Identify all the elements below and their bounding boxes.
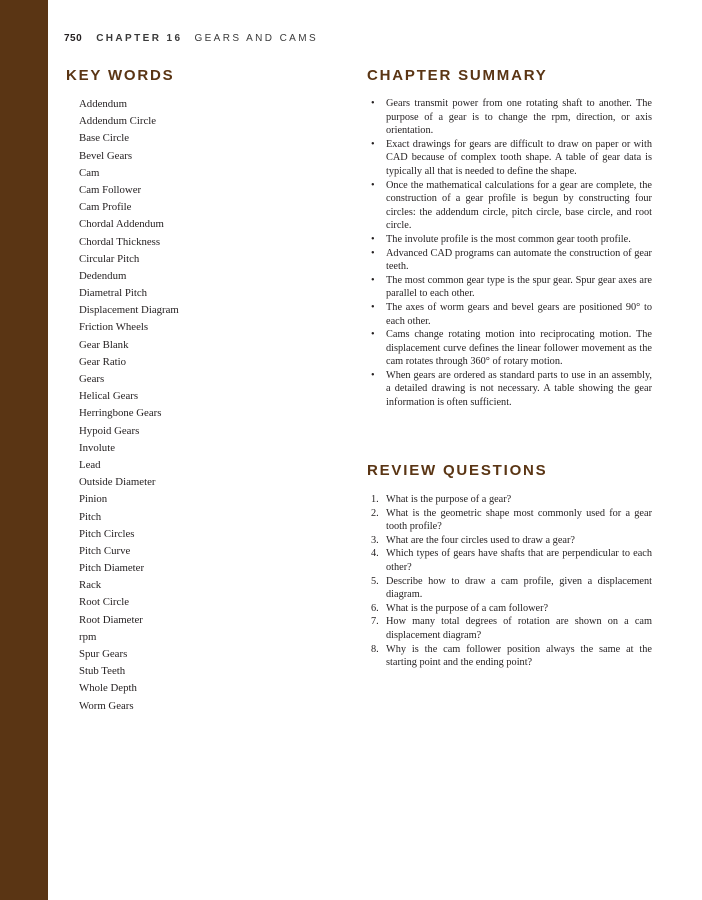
key-word-item: Addendum Circle [79, 115, 157, 128]
question-text: Why is the cam follower position always the same at the starting point and the ending point? [386, 643, 652, 669]
question-number: 2. [371, 507, 379, 519]
bullet-marker: • [371, 138, 375, 150]
bullet-marker: • [371, 369, 375, 381]
summary-text: Advanced CAD programs can automate the construction of gear teeth. [386, 247, 652, 273]
bullet-marker: • [371, 233, 375, 245]
key-word-item: Friction Wheels [79, 321, 149, 334]
question-text: Which types of gears have shafts that are perpendicular to each other? [386, 548, 652, 573]
key-word-item: Helical Gears [79, 390, 139, 403]
summary-item [371, 328, 652, 369]
summary-item [371, 301, 652, 328]
question-text: What is the purpose of a gear? [386, 494, 512, 505]
key-word-item: Gears [79, 373, 105, 385]
question-text: What are the four circles used to draw a gear? [386, 534, 575, 546]
bullet-marker: • [371, 98, 375, 109]
key-word-item: Spur Gears [79, 648, 128, 660]
summary-item [371, 97, 652, 138]
key-word-item: Outside Diameter [79, 476, 156, 489]
key-word-item: Bevel Gears [79, 149, 133, 162]
key-word-item: Whole Depth [79, 682, 137, 695]
summary-text: The most common gear type is the spur gear. Spur gear axes are parallel to each other. [386, 274, 652, 300]
key-words-heading: KEY WORDS [66, 67, 175, 84]
key-word-item: Pitch Diameter [79, 562, 145, 575]
key-word-item: Root Circle [79, 596, 130, 609]
summary-text: Exact drawings for gears are difficult to draw on paper or with CAD because of complex tooth shape. A table of gear data is typically all that is needed to define the shape. [386, 138, 652, 177]
summary-text: When gears are ordered as standard parts to use in an assembly, a detailed drawing is not necessary. A table showing the gear information is often sufficient. [386, 369, 652, 409]
page-number: 750 [64, 33, 83, 44]
summary-item [371, 247, 652, 274]
question-number: 1. [371, 494, 379, 505]
key-word-item: Gear Blank [79, 338, 129, 351]
key-word-item: Pinion [79, 493, 108, 506]
running-header [64, 33, 318, 44]
key-word-item: Cam [79, 166, 100, 179]
question-item [371, 507, 652, 534]
question-item [371, 547, 652, 574]
question-item [371, 615, 652, 642]
chapter-title: GEARS AND CAMS [194, 33, 319, 44]
key-word-item: Pitch [79, 510, 102, 523]
key-word-item: Root Diameter [79, 613, 143, 626]
summary-item [371, 179, 652, 233]
bullet-marker: • [371, 247, 375, 259]
question-text: What is the geometric shape most commonly used for a gear tooth profile? [386, 507, 652, 533]
chapter-summary-heading: CHAPTER SUMMARY [367, 67, 548, 84]
key-words-list [79, 96, 179, 715]
summary-text: Cams change rotating motion into reciprocating motion. The displacement curve defines the linear follower movement as the cam rotates through 360° of rotary motion. [386, 329, 652, 368]
key-word-item: Chordal Thickness [79, 235, 161, 248]
key-word-item: Circular Pitch [79, 252, 140, 265]
summary-item [371, 274, 652, 301]
summary-text: The involute profile is the most common gear tooth profile. [386, 233, 631, 245]
key-word-item: Displacement Diagram [79, 304, 179, 317]
key-word-item: Cam Follower [79, 183, 142, 196]
question-item [371, 534, 652, 548]
key-word-item: Cam Profile [79, 201, 132, 214]
question-number: 8. [371, 643, 379, 655]
question-number: 5. [371, 575, 379, 587]
question-item [371, 602, 652, 616]
question-number: 7. [371, 616, 379, 628]
side-color-bar [0, 0, 48, 900]
question-item [371, 575, 652, 602]
question-text: Describe how to draw a cam profile, given a displacement diagram. [386, 575, 652, 601]
question-item [371, 643, 652, 670]
chapter-summary-list [371, 97, 652, 410]
key-word-item: Base Circle [79, 132, 130, 145]
key-word-item: Pitch Curve [79, 544, 131, 557]
key-word-item: Dedendum [79, 269, 127, 282]
key-word-item: Chordal Addendum [79, 218, 164, 231]
key-word-item: Hypoid Gears [79, 424, 140, 437]
summary-text: The axes of worm gears and bevel gears are positioned 90° to each other. [386, 301, 652, 327]
key-word-item: Lead [79, 458, 101, 471]
review-questions-list [371, 493, 652, 670]
bullet-marker: • [371, 301, 375, 313]
key-word-item: Diametral Pitch [79, 287, 148, 300]
key-word-item: Worm Gears [79, 699, 134, 712]
question-number: 3. [371, 534, 379, 546]
summary-item [371, 138, 652, 179]
question-number: 6. [371, 602, 379, 614]
summary-item [371, 369, 652, 410]
key-word-item: Pitch Circles [79, 527, 135, 540]
summary-text: Once the mathematical calculations for a gear are complete, the construction of a gear profile is begun by constructing four circles: the addendum circle, pitch circle, base circle, and root circle. [386, 179, 652, 232]
summary-text: Gears transmit power from one rotating shaft to another. The purpose of a gear is to change the rpm, direction, or axis orientation. [386, 98, 652, 137]
bullet-marker: • [371, 179, 375, 191]
review-questions-heading: REVIEW QUESTIONS [367, 462, 548, 479]
key-word-item: Addendum [79, 98, 127, 110]
question-text: How many total degrees of rotation are shown on a cam displacement diagram? [386, 616, 652, 641]
question-number: 4. [371, 548, 379, 560]
question-text: What is the purpose of a cam follower? [386, 602, 549, 614]
key-word-item: Gear Ratio [79, 355, 127, 368]
key-word-item: Stub Teeth [79, 665, 126, 678]
key-word-item: Involute [79, 441, 115, 454]
bullet-marker: • [371, 274, 375, 286]
question-item [371, 493, 652, 507]
key-word-item: Herringbone Gears [79, 407, 162, 420]
summary-item [371, 233, 652, 247]
chapter-label: CHAPTER 16 [96, 33, 183, 44]
key-word-item: Rack [79, 579, 102, 592]
bullet-marker: • [371, 329, 375, 341]
key-word-item: rpm [79, 630, 97, 643]
